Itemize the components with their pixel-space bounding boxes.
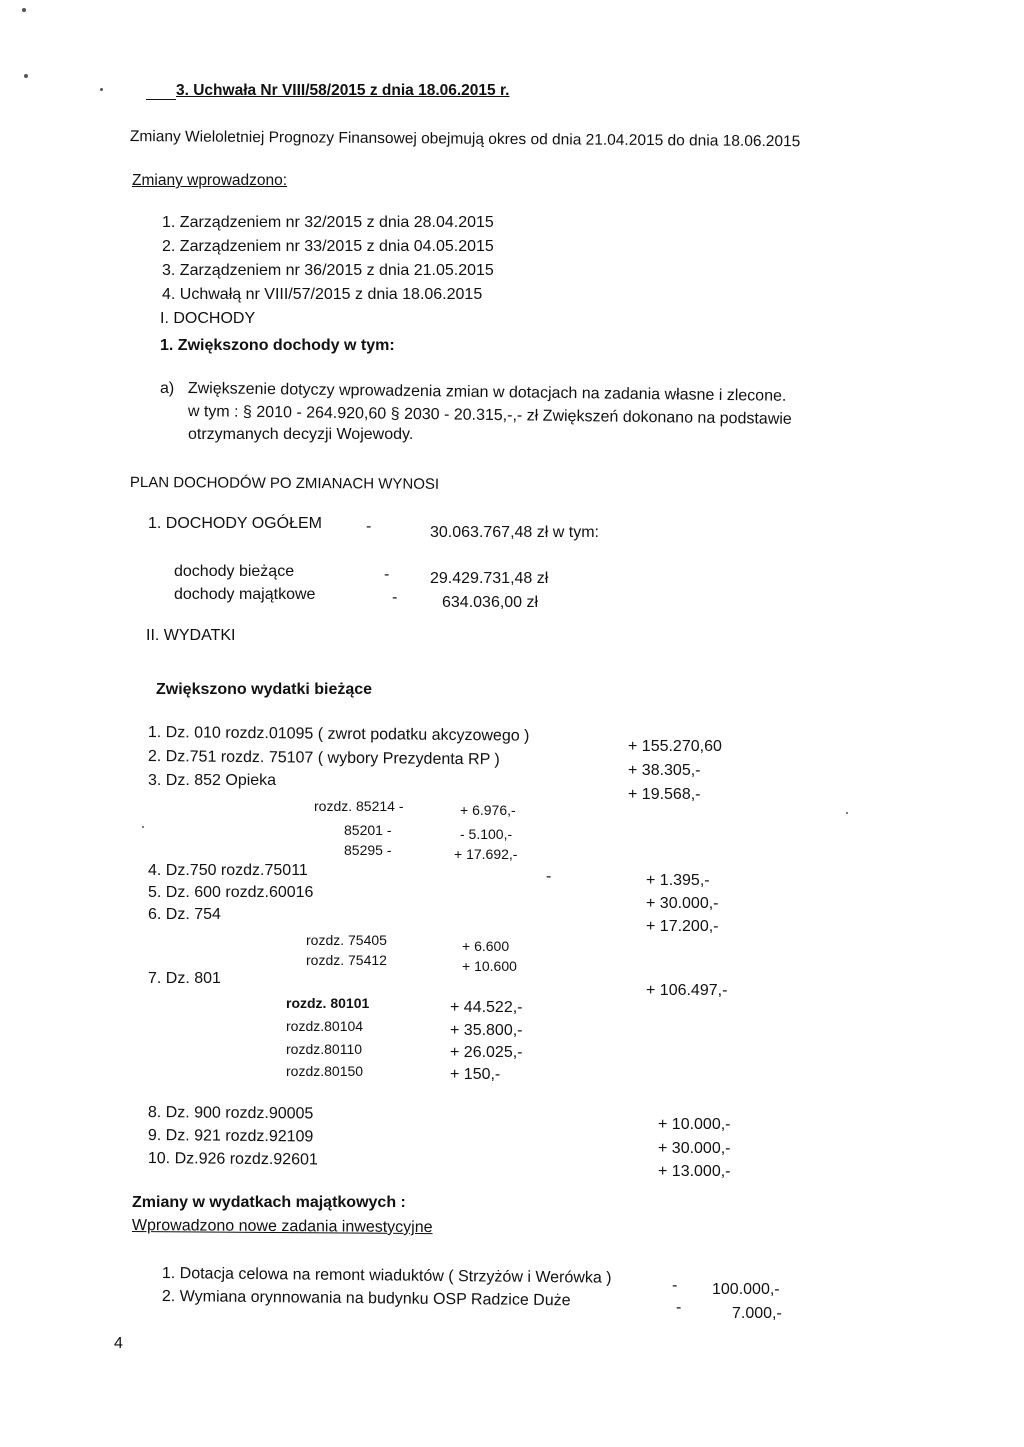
expense-item: 5. Dz. 600 rozdz.60016	[148, 884, 314, 901]
total-income-label: 1. DOCHODY OGÓŁEM	[148, 515, 322, 532]
dz852-sub-amount: + 17.692,-	[454, 846, 518, 862]
dz852-sub-label: rozdz. 85214 -	[314, 798, 404, 814]
total-income-value: 30.063.767,48 zł w tym:	[430, 524, 599, 541]
dz801-sub-amount: + 35.800,-	[450, 1022, 523, 1039]
expense-item: 4. Dz.750 rozdz.75011	[148, 862, 308, 879]
current-income-dash: -	[384, 566, 390, 583]
expenses-heading: II. WYDATKI	[146, 627, 236, 644]
expense-item: 3. Dz. 852 Opieka	[148, 772, 277, 789]
expense-amount: + 1.395,-	[646, 872, 710, 889]
resolution-title: 3. Uchwała Nr VIII/58/2015 z dnia 18.06.2015 r.	[176, 82, 510, 99]
scan-speck	[100, 88, 103, 91]
income-increase-heading: 1. Zwiększono dochody w tym:	[160, 337, 395, 354]
dz852-sub-amount: + 6.976,-	[460, 802, 516, 818]
expense-amount: + 10.000,-	[658, 1116, 731, 1133]
investment-amount: 100.000,-	[712, 1281, 780, 1298]
expense-dash: -	[546, 868, 552, 885]
investment-dash: -	[676, 1299, 682, 1316]
dz852-sub-amount: - 5.100,-	[460, 826, 513, 842]
expense-amount: + 30.000,-	[646, 895, 719, 912]
current-income-label: dochody bieżące	[174, 563, 295, 580]
scan-speck	[22, 8, 26, 12]
expense-item: 9. Dz. 921 rozdz.92109	[147, 1127, 314, 1146]
expense-amount: + 17.200,-	[646, 918, 719, 935]
expense-item: 6. Dz. 754	[148, 906, 221, 923]
title-leading-rule	[146, 99, 176, 100]
scan-speck	[846, 812, 848, 814]
page-number: 4	[114, 1335, 123, 1352]
plan-heading: PLAN DOCHODÓW PO ZMIANACH WYNOSI	[129, 474, 440, 493]
dz801-sub-label: rozdz. 80101	[286, 995, 370, 1011]
investment-item: 2. Wymiana orynnowania na budynku OSP Radzice Duże	[161, 1288, 571, 1310]
expense-amount: + 106.497,-	[646, 982, 728, 999]
item-a-line2: w tym : § 2010 - 264.920,60 § 2030 - 20.315,-,- zł Zwiększeń dokonano na podstawie	[187, 403, 792, 428]
scan-speck	[142, 826, 144, 828]
expense-item: 1. Dz. 010 rozdz.01095 ( zwrot podatku akcyzowego )	[147, 724, 530, 745]
dz801-sub-label: rozdz.80110	[286, 1041, 363, 1057]
expense-item: 8. Dz. 900 rozdz.90005	[147, 1104, 314, 1123]
investment-amount: 7.000,-	[732, 1305, 782, 1322]
capital-income-value: 634.036,00 zł	[442, 594, 539, 611]
item-a-line1: Zwiększenie dotyczy wprowadzenia zmian w dotacjach na zadania własne i zlecone.	[187, 380, 787, 405]
expense-amount: + 38.305,-	[628, 762, 701, 779]
dz754-sub-label: rozdz. 75412	[306, 952, 387, 968]
change-item: 1. Zarządzeniem nr 32/2015 z dnia 28.04.2015	[162, 214, 494, 231]
item-a-line3: otrzymanych decyzji Wojewody.	[188, 426, 414, 443]
expense-item: 10. Dz.926 rozdz.92601	[147, 1150, 318, 1169]
dz754-sub-amount: + 10.600	[462, 958, 517, 974]
change-item: 2. Zarządzeniem nr 33/2015 z dnia 04.05.2015	[162, 238, 494, 255]
dz852-sub-label: 85295 -	[344, 842, 392, 858]
dz801-sub-amount: + 150,-	[450, 1066, 501, 1083]
period-statement: Zmiany Wieloletniej Prognozy Finansowej obejmują okres od dnia 21.04.2015 do dnia 18.06.2015	[129, 128, 801, 151]
item-a-prefix: a)	[160, 380, 175, 397]
new-investments-subheading: Wprowadzono nowe zadania inwestycyjne	[131, 1217, 433, 1237]
current-income-value: 29.429.731,48 zł	[430, 570, 549, 587]
dz801-sub-amount: + 44.522,-	[450, 999, 523, 1016]
income-heading: I. DOCHODY	[160, 310, 256, 327]
dz754-sub-amount: + 6.600	[462, 938, 510, 954]
current-expenses-heading: Zwiększono wydatki bieżące	[156, 681, 373, 698]
change-item: 3. Zarządzeniem nr 36/2015 z dnia 21.05.2015	[162, 262, 494, 279]
capital-income-label: dochody majątkowe	[174, 586, 316, 603]
capital-income-dash: -	[392, 589, 398, 606]
dz801-sub-label: rozdz.80104	[286, 1018, 364, 1034]
dz801-sub-amount: + 26.025,-	[450, 1044, 523, 1061]
change-item: 4. Uchwałą nr VIII/57/2015 z dnia 18.06.2015	[162, 286, 483, 303]
investment-dash: -	[672, 1277, 678, 1294]
dz754-sub-label: rozdz. 75405	[306, 932, 387, 948]
expense-amount: + 30.000,-	[658, 1140, 731, 1157]
total-income-dash: -	[366, 518, 372, 535]
expense-amount: + 19.568,-	[628, 786, 701, 803]
dz801-sub-label: rozdz.80150	[286, 1063, 364, 1079]
dz852-sub-label: 85201 -	[344, 822, 392, 838]
scan-speck	[24, 74, 28, 78]
capital-expenses-heading: Zmiany w wydatkach majątkowych :	[132, 1194, 406, 1211]
investment-item: 1. Dotacja celowa na remont wiaduktów ( Strzyżów i Werówka )	[161, 1265, 612, 1287]
expense-amount: + 13.000,-	[658, 1163, 731, 1180]
expense-amount: + 155.270,60	[628, 738, 722, 755]
expense-item: 2. Dz.751 rozdz. 75107 ( wybory Prezydenta RP )	[147, 748, 500, 769]
changes-label: Zmiany wprowadzono:	[132, 172, 288, 189]
expense-item: 7. Dz. 801	[148, 970, 221, 987]
